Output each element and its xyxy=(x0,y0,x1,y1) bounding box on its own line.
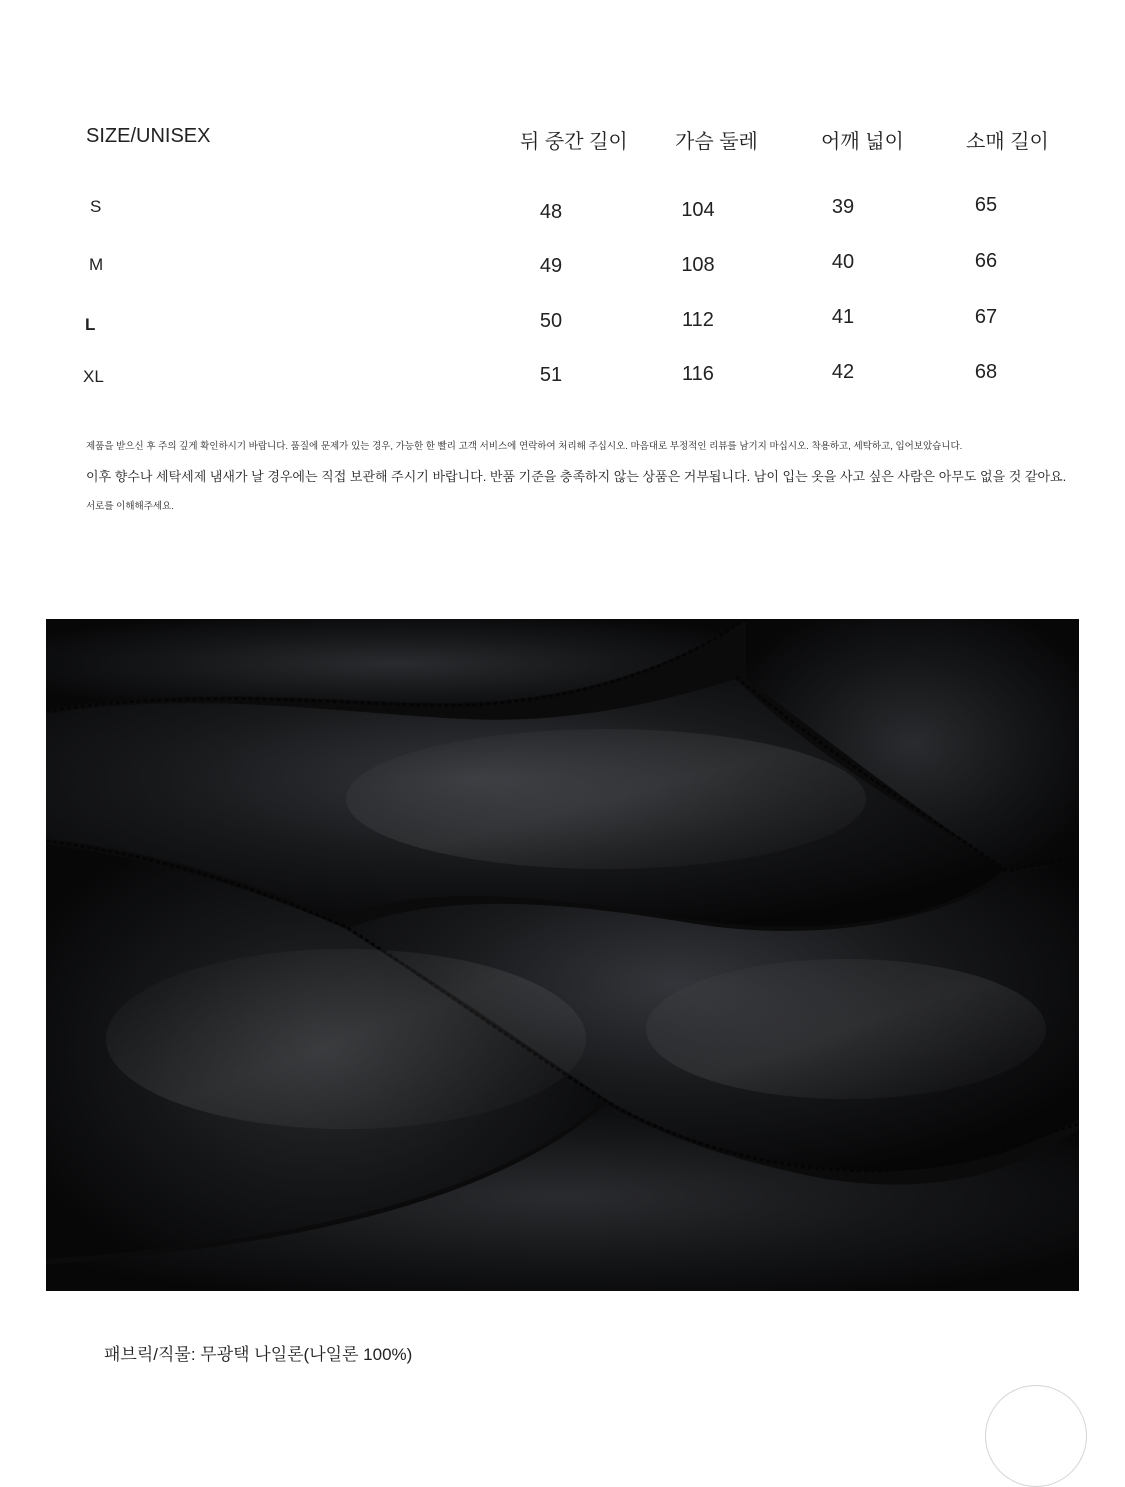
table-cell: 68 xyxy=(974,361,998,383)
size-label-l: L xyxy=(85,315,96,334)
table-cell: 66 xyxy=(974,250,998,272)
table-cell: 104 xyxy=(681,199,715,221)
table-cell: 65 xyxy=(974,194,998,216)
table-cell: 51 xyxy=(539,364,563,386)
table-cell: 49 xyxy=(539,255,563,277)
size-label-s: S xyxy=(90,197,102,216)
sleeve-header: 소매 길이 xyxy=(966,131,1049,153)
size-label-m: M xyxy=(89,255,104,274)
table-cell: 50 xyxy=(539,310,563,332)
table-cell: 108 xyxy=(681,254,715,276)
table-cell: 67 xyxy=(974,306,998,328)
decorative-circle xyxy=(985,1385,1087,1487)
puffer-jacket-closeup-image xyxy=(46,619,1079,1291)
notice-line: 서로를 이해해주세요. xyxy=(86,501,174,512)
size-chart xyxy=(0,0,1125,410)
table-cell: 112 xyxy=(682,309,714,331)
table-cell: 48 xyxy=(539,201,563,223)
chest-header: 가슴 둘레 xyxy=(675,131,758,153)
size-label-xl: XL xyxy=(83,367,104,386)
product-fabric-photo xyxy=(46,619,1079,1291)
fabric-info: 패브릭/직물: 무광택 나일론(나일론 100%) xyxy=(104,1345,413,1364)
table-cell: 42 xyxy=(831,361,855,383)
size-column-header: SIZE/UNISEX xyxy=(86,125,211,147)
notice-line: 제품을 받으신 후 주의 깊게 확인하시기 바랍니다. 품질에 문제가 있는 경우, 가능한 한 빨리 고객 서비스에 연락하여 처리해 주십시오. 마음대로 부정적인 리뷰를 남기지 마십시오. 착용하고, 세탁하고, 입어보았습니다. xyxy=(86,441,963,452)
back-length-header: 뒤 중간 길이 xyxy=(520,131,628,153)
table-cell: 41 xyxy=(831,306,855,328)
shoulder-header: 어깨 넓이 xyxy=(821,131,904,153)
table-cell: 39 xyxy=(831,196,855,218)
table-cell: 40 xyxy=(831,251,855,273)
table-cell: 116 xyxy=(682,363,714,385)
notice-line: 이후 향수나 세탁세제 냄새가 날 경우에는 직접 보관해 주시기 바랍니다. 반품 기준을 충족하지 않는 상품은 거부됩니다. 남이 입는 옷을 사고 싶은 사람은 아무도 없을 것 같아요. xyxy=(86,469,1067,484)
